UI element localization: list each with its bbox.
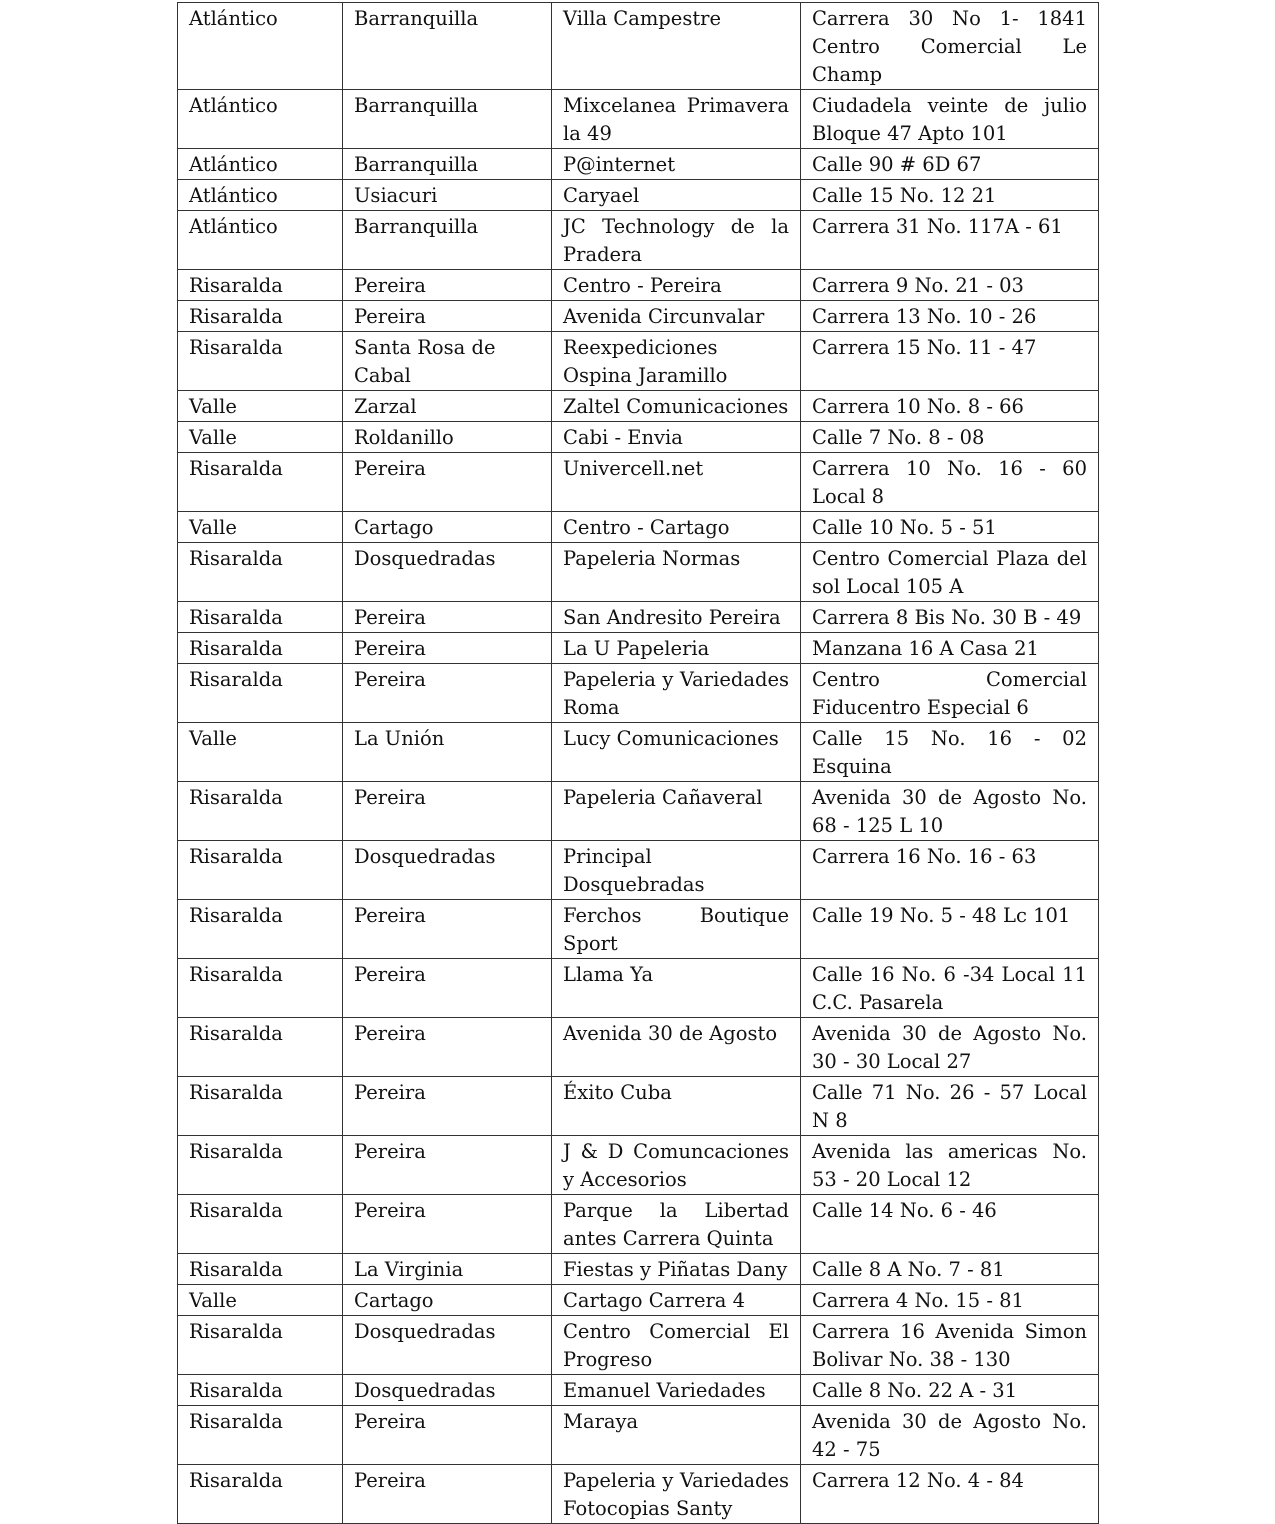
department-cell: Risaralda: [178, 1018, 343, 1077]
city-cell: Pereira: [343, 602, 552, 633]
department-cell: Valle: [178, 723, 343, 782]
address-cell: Ciudadela veinte de julio Bloque 47 Apto 101: [801, 90, 1099, 149]
table-row: [178, 90, 1099, 149]
department-cell: Risaralda: [178, 543, 343, 602]
table-row: [178, 1018, 1099, 1077]
establishment-cell: JC Technology de la Pradera: [552, 211, 801, 270]
department-cell: Valle: [178, 512, 343, 543]
establishment-cell: Maraya: [552, 1406, 801, 1465]
address-cell: Carrera 15 No. 11 - 47: [801, 332, 1099, 391]
establishment-cell: Reexpediciones Ospina Jaramillo: [552, 332, 801, 391]
establishment-cell: Caryael: [552, 180, 801, 211]
department-cell: Valle: [178, 422, 343, 453]
table-row: [178, 723, 1099, 782]
establishment-cell: Avenida 30 de Agosto: [552, 1018, 801, 1077]
city-cell: Barranquilla: [343, 90, 552, 149]
establishment-cell: Emanuel Variedades: [552, 1375, 801, 1406]
establishment-cell: Centro - Cartago: [552, 512, 801, 543]
table-row: [178, 270, 1099, 301]
table-row: [178, 664, 1099, 723]
city-cell: La Unión: [343, 723, 552, 782]
establishment-cell: Villa Campestre: [552, 3, 801, 90]
table-row: [178, 1195, 1099, 1254]
address-cell: Avenida 30 de Agosto No. 42 - 75: [801, 1406, 1099, 1465]
establishment-cell: Llama Ya: [552, 959, 801, 1018]
address-cell: Carrera 30 No 1- 1841 Centro Comercial Le Champ: [801, 3, 1099, 90]
city-cell: Barranquilla: [343, 149, 552, 180]
address-cell: Calle 90 # 6D 67: [801, 149, 1099, 180]
city-cell: Pereira: [343, 900, 552, 959]
city-cell: Pereira: [343, 633, 552, 664]
establishment-cell: Avenida Circunvalar: [552, 301, 801, 332]
city-cell: Dosquedradas: [343, 1316, 552, 1375]
department-cell: Risaralda: [178, 301, 343, 332]
address-cell: Calle 15 No. 12 21: [801, 180, 1099, 211]
department-cell: Risaralda: [178, 782, 343, 841]
city-cell: La Virginia: [343, 1254, 552, 1285]
table-row: [178, 149, 1099, 180]
establishment-cell: P@internet: [552, 149, 801, 180]
establishment-cell: Fiestas y Piñatas Dany: [552, 1254, 801, 1285]
table-row: [178, 543, 1099, 602]
establishment-cell: Principal Dosquebradas: [552, 841, 801, 900]
department-cell: Risaralda: [178, 332, 343, 391]
department-cell: Valle: [178, 391, 343, 422]
address-cell: Avenida 30 de Agosto No. 68 - 125 L 10: [801, 782, 1099, 841]
department-cell: Atlántico: [178, 211, 343, 270]
city-cell: Pereira: [343, 1018, 552, 1077]
table-row: [178, 841, 1099, 900]
city-cell: Pereira: [343, 453, 552, 512]
city-cell: Barranquilla: [343, 3, 552, 90]
address-cell: Carrera 31 No. 117A - 61: [801, 211, 1099, 270]
table-row: [178, 512, 1099, 543]
establishment-cell: Mixcelanea Primavera la 49: [552, 90, 801, 149]
city-cell: Pereira: [343, 959, 552, 1018]
city-cell: Pereira: [343, 1077, 552, 1136]
city-cell: Pereira: [343, 1195, 552, 1254]
department-cell: Risaralda: [178, 1375, 343, 1406]
table-row: [178, 1136, 1099, 1195]
city-cell: Usiacuri: [343, 180, 552, 211]
department-cell: Atlántico: [178, 180, 343, 211]
city-cell: Pereira: [343, 1465, 552, 1524]
city-cell: Cartago: [343, 1285, 552, 1316]
department-cell: Risaralda: [178, 1077, 343, 1136]
table-row: [178, 602, 1099, 633]
establishment-cell: Cabi - Envia: [552, 422, 801, 453]
address-cell: Carrera 16 No. 16 - 63: [801, 841, 1099, 900]
department-cell: Valle: [178, 1285, 343, 1316]
address-cell: Carrera 4 No. 15 - 81: [801, 1285, 1099, 1316]
table-row: [178, 1406, 1099, 1465]
table-row: [178, 211, 1099, 270]
department-cell: Atlántico: [178, 149, 343, 180]
establishment-cell: J & D Comuncaciones y Accesorios: [552, 1136, 801, 1195]
table-row: [178, 782, 1099, 841]
department-cell: Risaralda: [178, 1316, 343, 1375]
address-cell: Carrera 12 No. 4 - 84: [801, 1465, 1099, 1524]
establishment-cell: Lucy Comunicaciones: [552, 723, 801, 782]
establishment-cell: Papeleria Normas: [552, 543, 801, 602]
address-cell: Calle 7 No. 8 - 08: [801, 422, 1099, 453]
table-row: [178, 959, 1099, 1018]
department-cell: Risaralda: [178, 453, 343, 512]
establishment-cell: Papeleria y Variedades Roma: [552, 664, 801, 723]
department-cell: Risaralda: [178, 633, 343, 664]
department-cell: Risaralda: [178, 1254, 343, 1285]
address-cell: Calle 16 No. 6 -34 Local 11 C.C. Pasarela: [801, 959, 1099, 1018]
table-row: [178, 1465, 1099, 1524]
establishment-cell: Papeleria y Variedades Fotocopias Santy: [552, 1465, 801, 1524]
city-cell: Pereira: [343, 1136, 552, 1195]
address-cell: Calle 15 No. 16 - 02 Esquina: [801, 723, 1099, 782]
address-cell: Calle 8 No. 22 A - 31: [801, 1375, 1099, 1406]
department-cell: Risaralda: [178, 1136, 343, 1195]
establishment-cell: Zaltel Comunicaciones: [552, 391, 801, 422]
address-cell: Centro Comercial Fiducentro Especial 6: [801, 664, 1099, 723]
establishment-cell: Ferchos Boutique Sport: [552, 900, 801, 959]
establishment-cell: Univercell.net: [552, 453, 801, 512]
city-cell: Zarzal: [343, 391, 552, 422]
establishment-cell: La U Papeleria: [552, 633, 801, 664]
address-cell: Calle 14 No. 6 - 46: [801, 1195, 1099, 1254]
establishment-cell: San Andresito Pereira: [552, 602, 801, 633]
department-cell: Risaralda: [178, 1406, 343, 1465]
city-cell: Pereira: [343, 664, 552, 723]
city-cell: Pereira: [343, 301, 552, 332]
department-cell: Risaralda: [178, 602, 343, 633]
city-cell: Santa Rosa de Cabal: [343, 332, 552, 391]
address-cell: Calle 8 A No. 7 - 81: [801, 1254, 1099, 1285]
city-cell: Dosquedradas: [343, 841, 552, 900]
address-cell: Calle 10 No. 5 - 51: [801, 512, 1099, 543]
table-row: [178, 3, 1099, 90]
department-cell: Atlántico: [178, 3, 343, 90]
city-cell: Pereira: [343, 782, 552, 841]
address-cell: Manzana 16 A Casa 21: [801, 633, 1099, 664]
address-cell: Carrera 16 Avenida Simon Bolivar No. 38 - 130: [801, 1316, 1099, 1375]
address-cell: Centro Comercial Plaza del sol Local 105 A: [801, 543, 1099, 602]
establishment-cell: Centro - Pereira: [552, 270, 801, 301]
table-row: [178, 633, 1099, 664]
establishment-cell: Éxito Cuba: [552, 1077, 801, 1136]
table-row: [178, 1077, 1099, 1136]
department-cell: Risaralda: [178, 841, 343, 900]
city-cell: Cartago: [343, 512, 552, 543]
department-cell: Risaralda: [178, 1195, 343, 1254]
address-cell: Carrera 13 No. 10 - 26: [801, 301, 1099, 332]
department-cell: Risaralda: [178, 900, 343, 959]
table-row: [178, 1316, 1099, 1375]
table-row: [178, 1285, 1099, 1316]
table-row: [178, 1254, 1099, 1285]
establishment-cell: Centro Comercial El Progreso: [552, 1316, 801, 1375]
city-cell: Dosquedradas: [343, 543, 552, 602]
table-row: [178, 453, 1099, 512]
city-cell: Pereira: [343, 1406, 552, 1465]
address-cell: Avenida 30 de Agosto No. 30 - 30 Local 27: [801, 1018, 1099, 1077]
address-cell: Carrera 10 No. 8 - 66: [801, 391, 1099, 422]
table-row: [178, 1375, 1099, 1406]
address-cell: Carrera 9 No. 21 - 03: [801, 270, 1099, 301]
city-cell: Dosquedradas: [343, 1375, 552, 1406]
department-cell: Risaralda: [178, 959, 343, 1018]
table-row: [178, 180, 1099, 211]
address-cell: Calle 19 No. 5 - 48 Lc 101: [801, 900, 1099, 959]
department-cell: Risaralda: [178, 1465, 343, 1524]
table-row: [178, 900, 1099, 959]
table-row: [178, 422, 1099, 453]
department-cell: Risaralda: [178, 664, 343, 723]
department-cell: Risaralda: [178, 270, 343, 301]
establishment-cell: Parque la Libertad antes Carrera Quinta: [552, 1195, 801, 1254]
department-cell: Atlántico: [178, 90, 343, 149]
city-cell: Barranquilla: [343, 211, 552, 270]
table-row: [178, 332, 1099, 391]
city-cell: Pereira: [343, 270, 552, 301]
address-cell: Calle 71 No. 26 - 57 Local N 8: [801, 1077, 1099, 1136]
address-cell: Avenida las americas No. 53 - 20 Local 12: [801, 1136, 1099, 1195]
table-row: [178, 391, 1099, 422]
table-row: [178, 301, 1099, 332]
establishment-cell: Cartago Carrera 4: [552, 1285, 801, 1316]
address-cell: Carrera 8 Bis No. 30 B - 49: [801, 602, 1099, 633]
establishment-cell: Papeleria Cañaveral: [552, 782, 801, 841]
points-of-service-table: [177, 2, 1099, 1524]
address-cell: Carrera 10 No. 16 - 60 Local 8: [801, 453, 1099, 512]
city-cell: Roldanillo: [343, 422, 552, 453]
table-body: [178, 3, 1099, 1524]
